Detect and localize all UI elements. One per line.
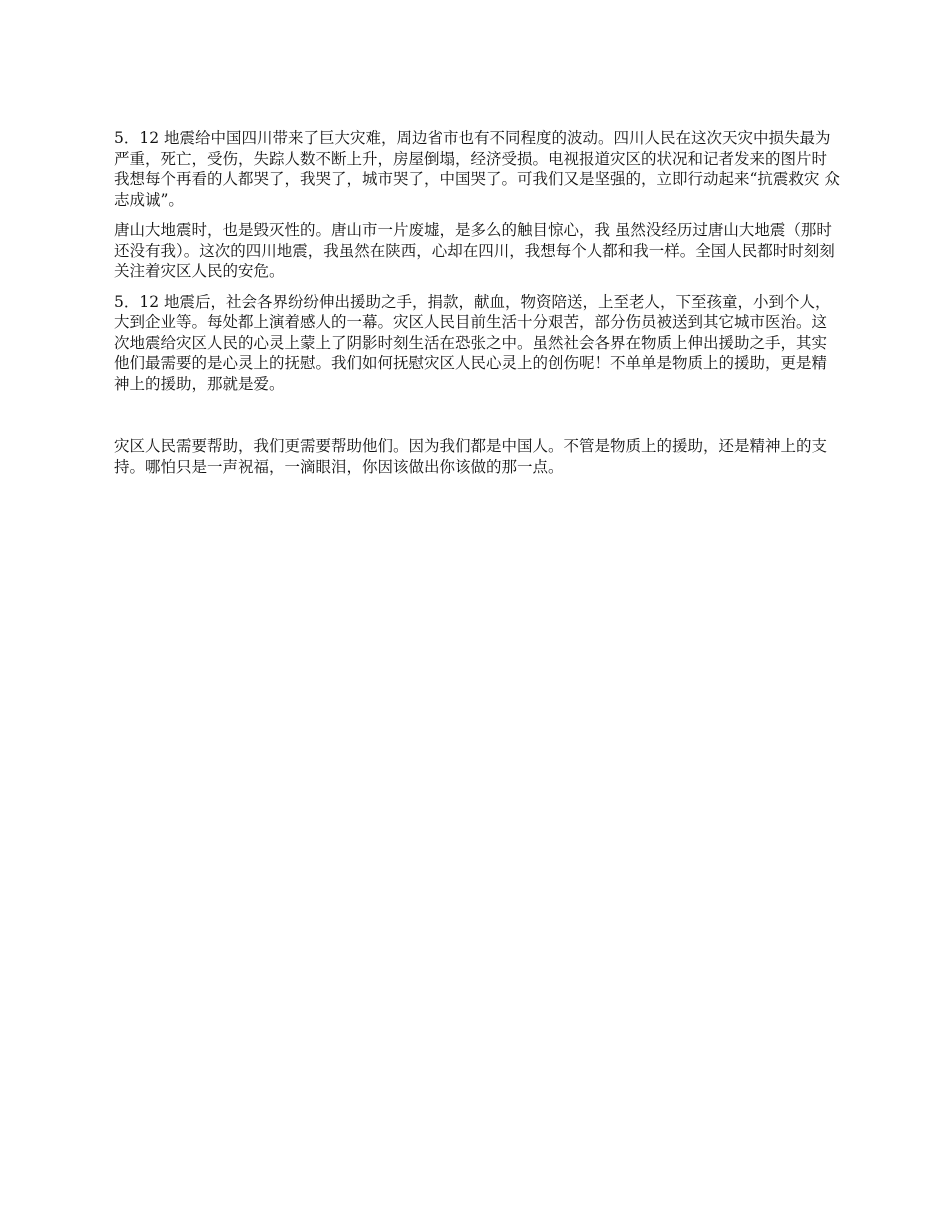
document-body [114, 128, 842, 487]
paragraph-2: 唐山大地震时，也是毁灭性的。唐山市一片废墟，是多么的触目惊心，我 虽然没经历过唐山大地震（那时还没有我）。这次的四川地震，我虽然在陕西，心却在四川，我想每个人都和我一样。全国人民都时时刻刻关注着灾区人民的安危。 [114, 221, 835, 280]
paragraph-1: 5．12 地震给中国四川带来了巨大灾难，周边省市也有不同程度的波动。四川人民在这次天灾中损失最为严重，死亡，受伤，失踪人数不断上升，房屋倒塌，经济受损。电视报道灾区的状况和记者发来的图片时我想每个再看的人都哭了，我哭了，城市哭了，中国哭了。可我们又是坚强的，立即行动起来“抗震救灾 众志成诚”。 [114, 129, 840, 209]
paragraph-4: 灾区人民需要帮助，我们更需要帮助他们。因为我们都是中国人。不管是物质上的援助，还是精神上的支持。哪怕只是一声祝福，一滴眼泪，你因该做出你该做的那一点。 [114, 437, 828, 476]
paragraph-3: 5．12 地震后，社会各界纷纷伸出援助之手，捐款，献血，物资陪送，上至老人，下至孩童，小到个人，大到企业等。每处都上演着感人的一幕。灾区人民目前生活十分艰苦，部分伤员被送到其它城市医治。这次地震给灾区人民的心灵上蒙上了阴影时刻生活在恐张之中。虽然社会各界在物质上伸出援助之手，其实他们最需要的是心灵上的抚慰。我们如何抚慰灾区人民心灵上的创伤呢！不单单是物质上的援助，更是精神上的援助，那就是爱。 [114, 292, 831, 393]
paragraph-gap [114, 404, 842, 436]
